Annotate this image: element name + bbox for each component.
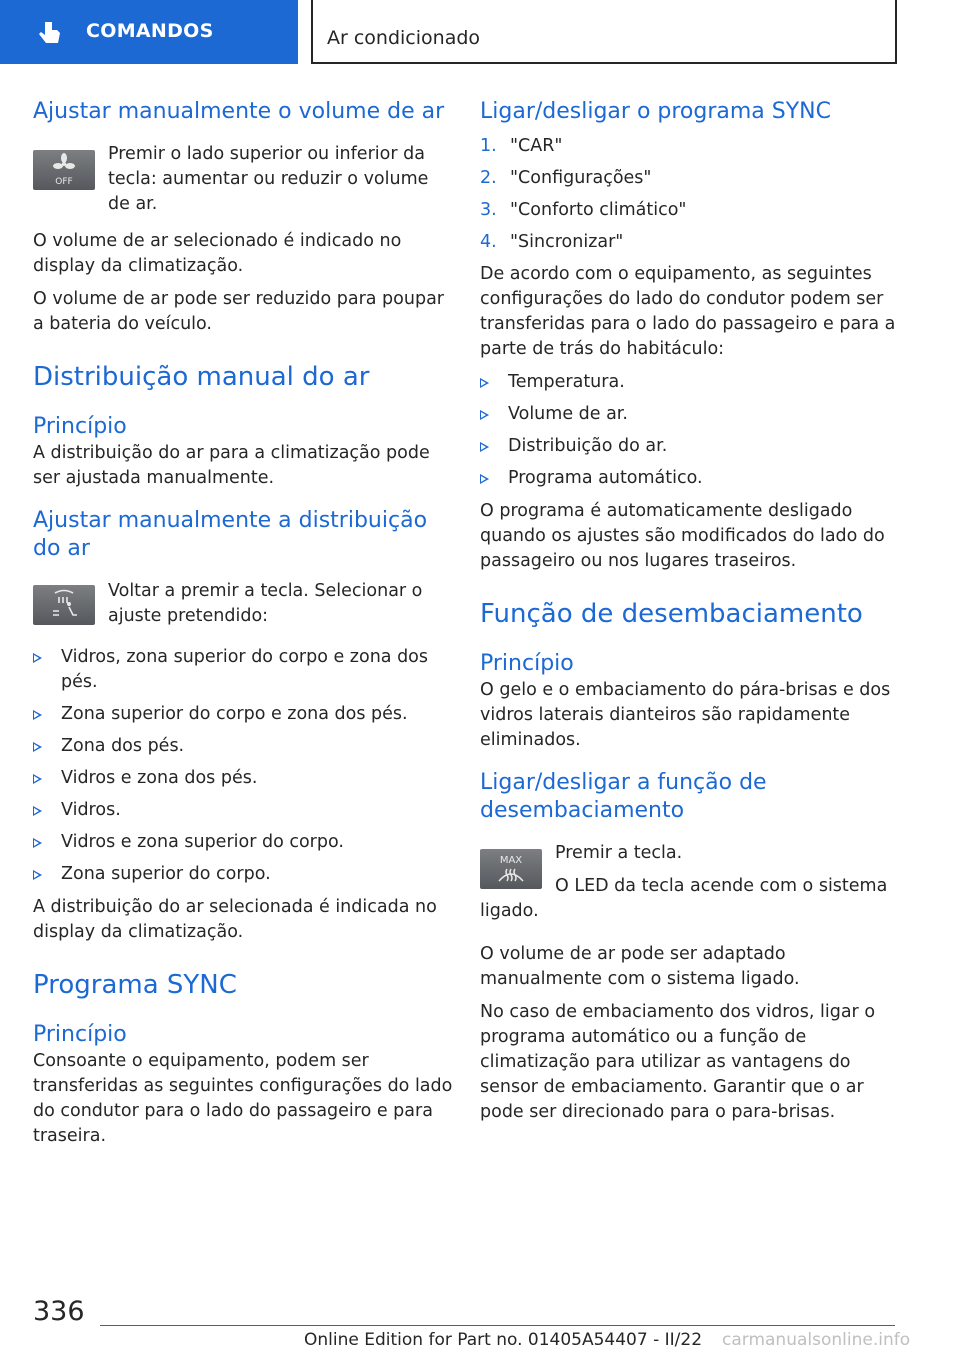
list-item: Zona superior do corpo. xyxy=(33,862,453,887)
heading-sync-program: Programa SYNC xyxy=(33,970,237,1000)
sync-steps-list xyxy=(480,134,900,255)
sync-principle-text: Consoante o equipamento, podem ser transferidas as seguintes configurações do lado do condutor para o lado do passageiro e para traseira. xyxy=(33,1051,453,1146)
chapter-title-box xyxy=(311,0,897,64)
triangle-bullet-icon xyxy=(33,653,42,663)
defrost-key-block xyxy=(480,841,900,924)
list-item: Vidros e zona dos pés. xyxy=(33,766,453,791)
list-item: Programa automático. xyxy=(480,466,900,491)
adapt-volume-text: O volume de ar pode ser adaptado manualmente com o sistema ligado. xyxy=(480,944,800,989)
triangle-bullet-icon xyxy=(480,410,489,420)
heading-principle-1: Princípio xyxy=(33,414,127,439)
max-defrost-key-icon xyxy=(480,849,542,889)
right-column xyxy=(480,98,900,1125)
triangle-bullet-icon xyxy=(33,710,42,720)
list-item: Vidros e zona superior do corpo. xyxy=(33,830,453,855)
left-column xyxy=(33,98,453,1149)
list-item: 1. "CAR" xyxy=(480,136,563,156)
defrost-principle-text: O gelo e o embaciamento do pára-brisas e dos vidros laterais dianteiros são rapidamente eliminados. xyxy=(480,680,891,750)
page-header xyxy=(0,0,960,66)
heading-manual-distribution: Distribuição manual do ar xyxy=(33,362,370,392)
list-item: 2. "Configurações" xyxy=(480,168,652,188)
fan-off-text: OFF xyxy=(55,177,73,187)
triangle-bullet-icon xyxy=(33,838,42,848)
heading-adjust-distribution: Ajustar manualmente a distribuição do ar xyxy=(33,508,428,561)
volume-display-text: O volume de ar selecionado é indicado no display da climatização. xyxy=(33,231,402,276)
list-item: Vidros. xyxy=(33,798,453,823)
list-item: 4. "Sincronizar" xyxy=(480,232,624,252)
heading-sync-toggle: Ligar/desligar o programa SYNC xyxy=(480,99,832,124)
max-text: MAX xyxy=(499,855,523,866)
hand-pointer-icon xyxy=(36,18,66,48)
volume-battery-text: O volume de ar pode ser reduzido para poupar a bateria do veículo. xyxy=(33,289,444,334)
list-item: Distribuição do ar. xyxy=(480,434,900,459)
press-key-text: Premir a tecla. xyxy=(555,843,683,863)
heading-adjust-volume: Ajustar manualmente o volume de ar xyxy=(33,99,445,124)
triangle-bullet-icon xyxy=(33,806,42,816)
heading-principle-2: Princípio xyxy=(33,1022,127,1047)
triangle-bullet-icon xyxy=(480,378,489,388)
triangle-bullet-icon xyxy=(33,870,42,880)
list-item: Temperatura. xyxy=(480,370,900,395)
triangle-bullet-icon xyxy=(33,742,42,752)
distribution-options-list xyxy=(33,645,453,887)
heading-defrost-function: Função de desembaciamento xyxy=(480,599,863,629)
chapter-title: Ar condicionado xyxy=(327,27,481,49)
sync-transfer-text: De acordo com o equipamento, as seguintes configurações do lado do condutor podem ser transferidas para o lado do passageiro e para a parte de trás do habitáculo: xyxy=(480,264,896,359)
fogging-text: No caso de embaciamento dos vidros, ligar o programa automático ou a função de climatização para utilizar as vantagens do sensor de embaciamento. Garantir que o ar pode ser direcionado para o para-brisas. xyxy=(480,1002,876,1122)
sync-off-text: O programa é automaticamente desligado quando os ajustes são modificados do lado do passageiro ou nos lugares traseiros. xyxy=(480,501,885,571)
sync-items-list xyxy=(480,370,900,491)
distribution-key-block xyxy=(33,579,453,629)
air-distribution-key-icon xyxy=(33,585,95,625)
section-tab-label: COMANDOS xyxy=(86,20,214,42)
list-item: 3. "Conforto climático" xyxy=(480,200,687,220)
volume-key-block xyxy=(33,142,453,217)
heading-principle-3: Princípio xyxy=(480,651,574,676)
led-text: O LED da tecla acende com o sistema ligado. xyxy=(480,876,888,921)
distribution-display-text: A distribuição do ar selecionada é indicada no display da climatização. xyxy=(33,897,437,942)
principle-1-text: A distribuição do ar para a climatização pode ser ajustada manualmente. xyxy=(33,443,430,488)
fan-off-key-icon xyxy=(33,150,95,190)
footer-divider xyxy=(100,1325,895,1326)
list-item: Volume de ar. xyxy=(480,402,900,427)
list-item: Zona dos pés. xyxy=(33,734,453,759)
heading-defrost-toggle: Ligar/desligar a função de desembaciamento xyxy=(480,770,767,823)
page-number: 336 xyxy=(33,1296,85,1327)
distribution-key-text: Voltar a premir a tecla. Selecionar o ajuste pretendido: xyxy=(108,581,423,626)
triangle-bullet-icon xyxy=(480,474,489,484)
list-item: Vidros, zona superior do corpo e zona dos pés. xyxy=(33,645,453,695)
triangle-bullet-icon xyxy=(480,442,489,452)
list-item: Zona superior do corpo e zona dos pés. xyxy=(33,702,453,727)
section-tab xyxy=(0,0,298,64)
watermark: carmanualsonline.info xyxy=(722,1330,911,1350)
footer-edition: Online Edition for Part no. 01405A54407 - II/22 xyxy=(304,1330,703,1350)
volume-key-text: Premir o lado superior ou inferior da tecla: aumentar ou reduzir o volume de ar. xyxy=(108,144,429,214)
triangle-bullet-icon xyxy=(33,774,42,784)
